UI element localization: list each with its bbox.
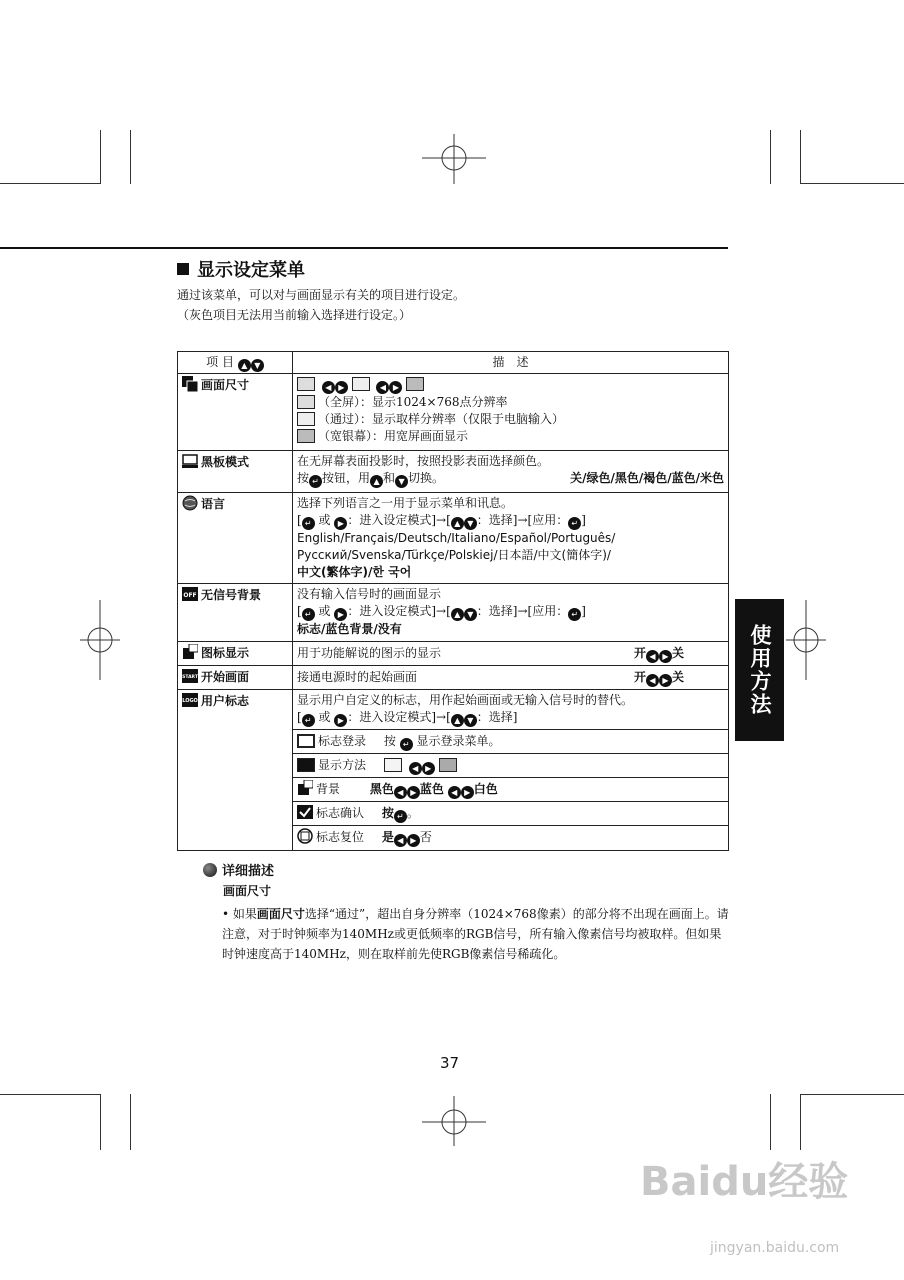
table-row-icon bbox=[178, 642, 729, 666]
item-start: START 开始画面 bbox=[178, 666, 293, 690]
desc-language: 选择下列语言之一用于显示菜单和讯息。 [ ↵ 或 ▶ ：进入设定模式]→[ ▲ ▼ ：选择]→[应用： ↵ ] English/Français/Deutsch/Italiano/Español/Português/ Русский/Svenska/Türkçe/Polskiej/日本語/中文(簡体字)/ 中文(繁体字)/한 국어 bbox=[293, 493, 729, 584]
desc-size bbox=[293, 374, 729, 451]
desc-logo: 显示用户自定义的标志，用作起始画面或无输入信号时的替代。 [ ↵ 或 ▶ ：进入设定模式]→[ ▲ ▼ ：选择] 标志登录 按 ↵ 显示登录菜单。 显示方法 ◀ ▶ 背景 黑色 ◀ ▶ 蓝色 ◀ ▶ 白色 标志确认 按 ↵ 。 标志复位 是 ◀ ▶ 否 bbox=[293, 690, 729, 851]
size-through-text: （通过）：显示取样分辨率（仅限于电脑输入） bbox=[318, 412, 565, 426]
intro-line-1: 通过该菜单，可以对与画面显示有关的项目进行设定。 bbox=[177, 288, 466, 302]
registration-mark-right bbox=[786, 600, 826, 680]
left-button-icon: ◀ bbox=[646, 674, 659, 687]
nosignal-options: 标志/蓝色背景/没有 bbox=[297, 622, 402, 636]
crop-mark bbox=[130, 130, 131, 184]
crop-mark bbox=[100, 1094, 101, 1150]
table-row-board bbox=[178, 451, 729, 493]
right-button-icon: ▶ bbox=[461, 786, 474, 799]
bullet-dot-icon bbox=[203, 863, 217, 877]
item-language: 语言 bbox=[178, 493, 293, 584]
wide-icon bbox=[297, 429, 315, 443]
enter-button-icon: ↵ bbox=[568, 608, 581, 621]
enter-button-icon: ↵ bbox=[309, 475, 322, 488]
globe-icon bbox=[182, 495, 198, 511]
sub-row-confirm: 标志确认 按 ↵ 。 bbox=[293, 802, 728, 826]
background-icon bbox=[297, 780, 313, 796]
header-rule bbox=[0, 247, 728, 249]
enter-button-icon: ↵ bbox=[302, 517, 315, 530]
item-logo: LOGO 用户标志 bbox=[178, 690, 293, 851]
details-bullet: • 如果画面尺寸选择“通过”，超出自身分辨率（1024×768像素）的部分将不出现在画面上。请注意，对于时钟频率为140MHz或更低频率的RGB信号，所有输入像素信号均被取样。但如果时钟速度高于140MHz，则在取样前先使RGB像素信号稀疏化。 bbox=[222, 907, 729, 961]
header-description: 描 述 bbox=[293, 352, 729, 374]
up-button-icon: ▲ bbox=[451, 517, 464, 530]
logo-icon bbox=[182, 692, 198, 708]
right-button-icon: ▶ bbox=[407, 834, 420, 847]
display-menu-table bbox=[177, 351, 729, 851]
left-button-icon: ◀ bbox=[646, 650, 659, 663]
up-button-icon: ▲ bbox=[370, 475, 383, 488]
start-icon bbox=[182, 668, 198, 684]
enter-button-icon: ↵ bbox=[302, 608, 315, 621]
language-list-2: Русский/Svenska/Türkçe/Polskiej/日本語/中文(簡体字)/ bbox=[297, 548, 611, 562]
table-row-language bbox=[178, 493, 729, 584]
watermark-logo: Baidu经验 bbox=[640, 1159, 849, 1205]
blackboard-icon bbox=[182, 453, 198, 469]
right-button-icon: ▶ bbox=[334, 714, 347, 727]
enter-button-icon: ↵ bbox=[394, 810, 407, 823]
centered-logo-icon bbox=[384, 758, 402, 772]
right-button-icon: ▶ bbox=[659, 650, 672, 663]
icon-display-icon bbox=[182, 644, 198, 660]
size-cycle bbox=[297, 376, 724, 394]
right-button-icon: ▶ bbox=[659, 674, 672, 687]
start-toggle: 开 ◀ ▶ 关 bbox=[633, 670, 684, 685]
details-subheading: 画面尺寸 bbox=[223, 884, 272, 898]
item-size: 画面尺寸 bbox=[178, 374, 293, 451]
enter-button-icon: ↵ bbox=[400, 738, 413, 751]
up-button-icon: ▲ bbox=[238, 359, 251, 372]
icon-toggle: 开 ◀ ▶ 关 bbox=[633, 646, 684, 661]
logo-sub-table bbox=[293, 729, 728, 850]
table-row-nosignal bbox=[178, 584, 729, 642]
left-button-icon: ◀ bbox=[394, 786, 407, 799]
sub-row-bg: 背景 黑色 ◀ ▶ 蓝色 ◀ ▶ 白色 bbox=[293, 778, 728, 802]
board-options: 关/绿色/黑色/褐色/蓝色/米色 bbox=[570, 471, 724, 485]
page-number: 37 bbox=[440, 1054, 460, 1072]
details-heading: 详细描述 bbox=[203, 860, 274, 879]
item-board: 黑板模式 bbox=[178, 451, 293, 493]
crop-mark bbox=[800, 1094, 904, 1095]
sub-row-reset: 标志复位 是 ◀ ▶ 否 bbox=[293, 826, 728, 850]
watermark-url: jingyan.baidu.com bbox=[710, 1240, 840, 1256]
table-row-start bbox=[178, 666, 729, 690]
registration-mark-bottom bbox=[422, 1096, 486, 1146]
down-button-icon: ▼ bbox=[464, 714, 477, 727]
right-button-icon: ▶ bbox=[334, 608, 347, 621]
table-header bbox=[178, 352, 729, 374]
left-button-icon: ◀ bbox=[448, 786, 461, 799]
up-button-icon: ▲ bbox=[451, 608, 464, 621]
through-icon bbox=[297, 412, 315, 426]
crop-mark bbox=[800, 130, 801, 184]
down-button-icon: ▼ bbox=[251, 359, 264, 372]
desc-start: 接通电源时的起始画面 开 ◀ ▶ 关 bbox=[293, 666, 729, 690]
down-button-icon: ▼ bbox=[464, 517, 477, 530]
left-button-icon: ◀ bbox=[376, 381, 389, 394]
crop-mark bbox=[800, 183, 904, 184]
full-screen-icon bbox=[297, 377, 315, 391]
crop-mark bbox=[100, 130, 101, 184]
item-icon: 图标显示 bbox=[178, 642, 293, 666]
crop-mark bbox=[0, 183, 100, 184]
registration-mark-left bbox=[80, 600, 120, 680]
crop-mark bbox=[800, 1094, 801, 1150]
wide-icon bbox=[406, 377, 424, 391]
reset-icon bbox=[297, 828, 313, 844]
register-icon bbox=[297, 734, 315, 748]
table-row-size bbox=[178, 374, 729, 451]
off-icon bbox=[182, 586, 198, 602]
sub-row-register: 标志登录 按 ↵ 显示登录菜单。 bbox=[293, 730, 728, 754]
header-item: 项 目 ▲ ▼ bbox=[178, 352, 293, 374]
right-button-icon: ▶ bbox=[389, 381, 402, 394]
right-button-icon: ▶ bbox=[422, 762, 435, 775]
through-icon bbox=[352, 377, 370, 391]
right-button-icon: ▶ bbox=[335, 381, 348, 394]
enter-button-icon: ↵ bbox=[302, 714, 315, 727]
left-button-icon: ◀ bbox=[409, 762, 422, 775]
size-full-text: （全屏）：显示1024×768点分辨率 bbox=[318, 395, 508, 409]
down-button-icon: ▼ bbox=[464, 608, 477, 621]
stretched-logo-icon bbox=[439, 758, 457, 772]
language-list-1: English/Français/Deutsch/Italiano/Español/Português/ bbox=[297, 531, 616, 545]
item-nosignal: OFF 无信号背景 bbox=[178, 584, 293, 642]
side-tab: 使用方法 bbox=[735, 599, 784, 741]
svg-text:OFF: OFF bbox=[183, 592, 197, 599]
svg-text:LOGO: LOGO bbox=[182, 698, 198, 704]
right-button-icon: ▶ bbox=[407, 786, 420, 799]
svg-text:START: START bbox=[182, 675, 198, 680]
size-wide-text: （宽银幕）：用宽屏画面显示 bbox=[318, 429, 469, 443]
desc-board: 在无屏幕表面投影时，按照投影表面选择颜色。 按 ↵ 按钮，用 ▲ 和 ▼ 切换。 关/绿色/黑色/褐色/蓝色/米色 bbox=[293, 451, 729, 493]
full-screen-icon bbox=[297, 395, 315, 409]
sub-row-method: 显示方法 ◀ ▶ bbox=[293, 754, 728, 778]
method-icon bbox=[297, 758, 315, 772]
enter-button-icon: ↵ bbox=[568, 517, 581, 530]
left-button-icon: ◀ bbox=[322, 381, 335, 394]
desc-icon: 用于功能解说的图示的显示 开 ◀ ▶ 关 bbox=[293, 642, 729, 666]
up-button-icon: ▲ bbox=[451, 714, 464, 727]
registration-mark-top bbox=[422, 134, 486, 184]
desc-nosignal: 没有输入信号时的画面显示 [ ↵ 或 ▶ ：进入设定模式]→[ ▲ ▼ ：选择]→[应用： ↵ ] 标志/蓝色背景/没有 bbox=[293, 584, 729, 642]
intro-line-2: （灰色项目无法用当前输入选择进行设定。） bbox=[177, 308, 412, 322]
square-bullet-icon bbox=[177, 263, 189, 275]
right-button-icon: ▶ bbox=[334, 517, 347, 530]
table-row-logo bbox=[178, 690, 729, 851]
crop-mark bbox=[130, 1094, 131, 1150]
down-button-icon: ▼ bbox=[395, 475, 408, 488]
checkmark-icon bbox=[297, 804, 313, 820]
crop-mark bbox=[0, 1094, 100, 1095]
screen-size-icon bbox=[182, 376, 198, 392]
crop-mark bbox=[770, 130, 771, 184]
left-button-icon: ◀ bbox=[394, 834, 407, 847]
section-title: 显示设定菜单 bbox=[177, 256, 305, 282]
language-list-3: 中文(繁体字)/한 국어 bbox=[297, 565, 412, 579]
crop-mark bbox=[770, 1094, 771, 1150]
